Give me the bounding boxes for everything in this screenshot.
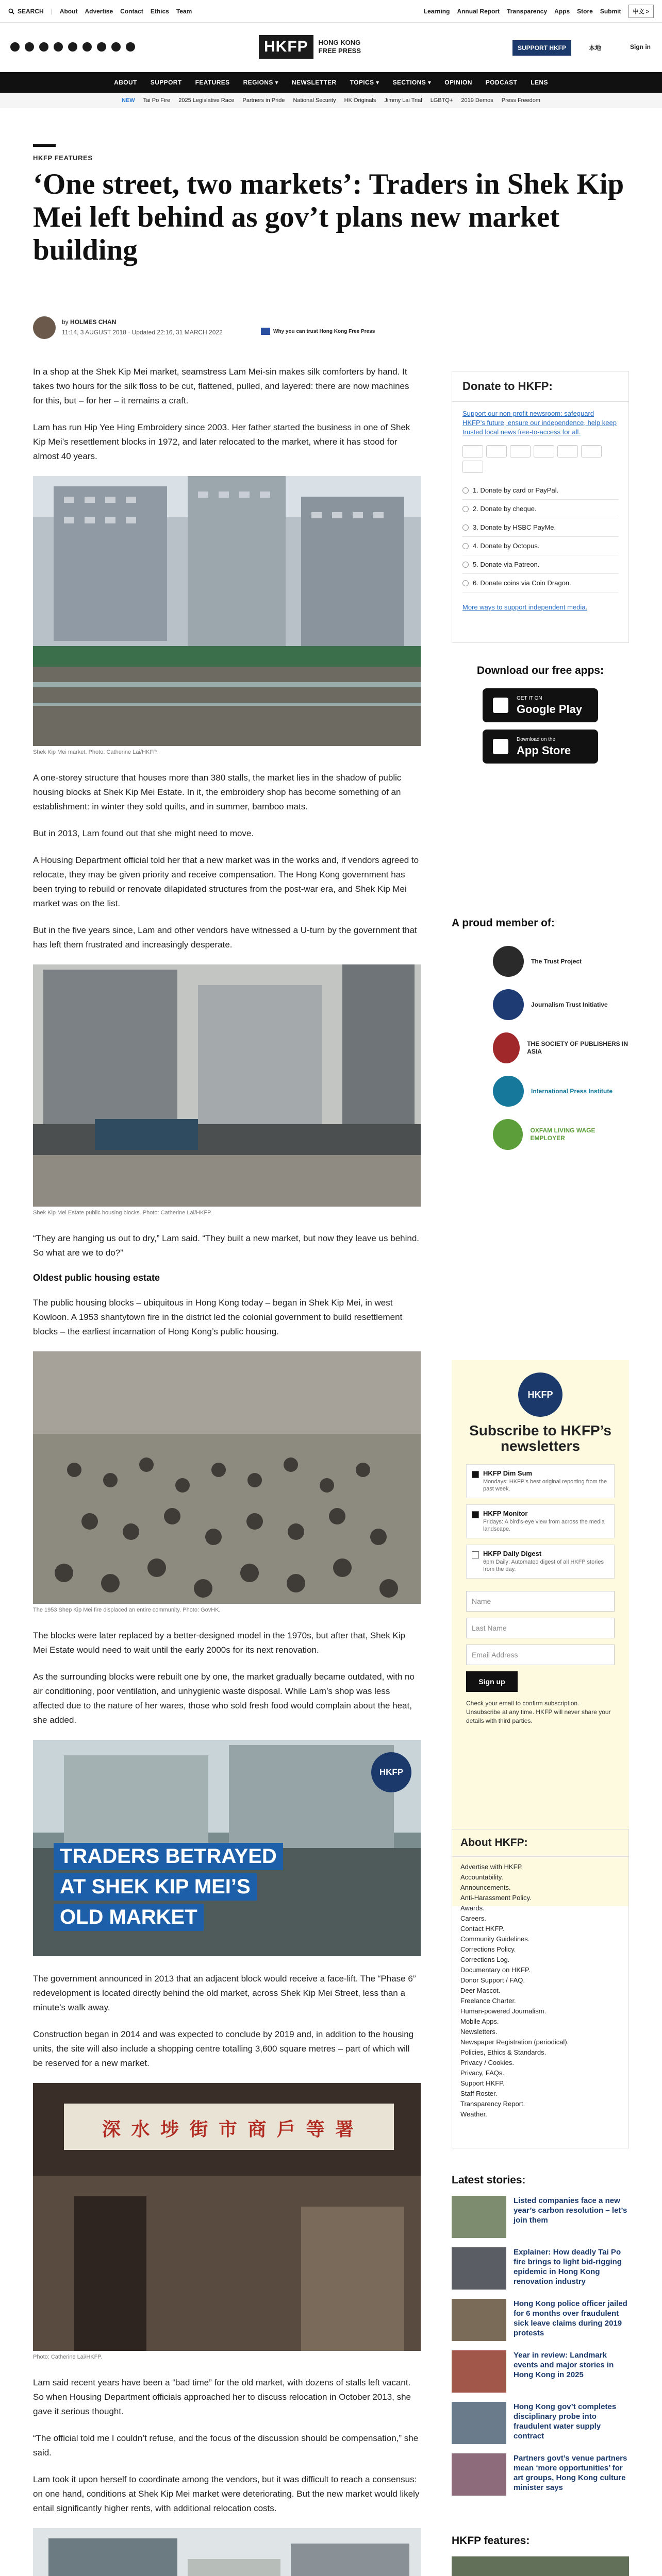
about-link[interactable]: Corrections Log.: [460, 1956, 510, 1963]
google-play-icon: [493, 698, 508, 713]
utility-links-right: [424, 0, 654, 23]
app-store-button[interactable]: [483, 730, 598, 764]
member-item[interactable]: [493, 1113, 629, 1156]
member-item[interactable]: [493, 1026, 629, 1070]
donate-option[interactable]: [462, 518, 618, 537]
about-link[interactable]: Anti-Harassment Policy.: [460, 1894, 532, 1902]
latest-item[interactable]: [452, 2453, 629, 2505]
paypal-icon: [534, 445, 554, 457]
donate-title: Donate to HKFP:: [452, 371, 628, 402]
paragraph: The public housing blocks – ubiquitous in Hong Kong today – began in Shek Kip Mei, in west Kowloon. A 1953 shantytown fire in the district led the colonial government to build resettlement blocks – the earliest incarnation of Hong Kong’s public housing.: [33, 1298, 403, 1336]
video-logo: HKFP: [371, 1752, 411, 1792]
feature-image: [452, 2556, 629, 2576]
learning-link[interactable]: Learning: [423, 8, 450, 15]
about-link[interactable]: Announcements.: [460, 1884, 511, 1891]
top-utility-bar: [0, 0, 662, 23]
about-link[interactable]: Documentary on HKFP.: [460, 1966, 531, 1974]
author-avatar: [33, 316, 56, 339]
latest-headline: Explainer: How deadly Tai Po fire brings to light bid-rigging epidemic in Hong Kong renovation industry: [514, 2248, 622, 2286]
spacer: [452, 1585, 629, 1591]
radio-icon: [462, 506, 469, 512]
trust-project-icon: [493, 946, 524, 977]
paragraph: As the surrounding blocks were rebuilt one by one, the market gradually became outdated, with no air conditioning, poor ventilation, and unhygienic waste disposal. While Lam’s shop was less affected due to the nature of her wares, those who sold fresh food would complain about the heat, she added.: [33, 1672, 415, 1725]
nav-item-features[interactable]: FEATURES: [195, 79, 230, 86]
about-link[interactable]: Advertise with HKFP.: [460, 1863, 523, 1871]
donate-option-label: 4. Donate by Octopus.: [473, 542, 540, 550]
nav-item-podcast[interactable]: PODCAST: [485, 79, 518, 86]
about-link[interactable]: Privacy, FAQs.: [460, 2069, 504, 2077]
member-label: Journalism Trust Initiative: [531, 1001, 608, 1008]
latest-thumb: [452, 2402, 506, 2444]
ipi-icon: [493, 1076, 524, 1107]
latest-item[interactable]: [452, 2299, 629, 2350]
nav-item-regions[interactable]: REGIONS ▾: [243, 79, 278, 86]
sign-in-link[interactable]: Sign in: [630, 43, 651, 50]
submit-link[interactable]: Submit: [600, 8, 621, 15]
about-link[interactable]: Contact HKFP.: [460, 1925, 505, 1933]
market-sign-text: 深 水 埗 街 市 商 戶 等 署: [102, 2119, 356, 2140]
name-input[interactable]: Name: [466, 1591, 615, 1612]
latest-thumb: [452, 2247, 506, 2290]
app-store-small: Download on the: [517, 737, 556, 742]
utility-links: [8, 0, 192, 23]
donate-option[interactable]: [462, 481, 618, 500]
about-link[interactable]: Policies, Ethics & Standards.: [460, 2048, 547, 2056]
member-label: The Trust Project: [531, 957, 582, 965]
search-label: SEARCH: [18, 8, 44, 15]
about-link[interactable]: Newsletters.: [460, 2028, 498, 2036]
article-header: [33, 144, 629, 267]
checkbox-checked-icon[interactable]: [472, 1511, 479, 1518]
latest-headline: Hong Kong police officer jailed for 6 months over fraudulent sick leave claims during 2019 protests: [514, 2299, 627, 2337]
instagram-icon[interactable]: [39, 42, 48, 52]
paragraph: Construction began in 2014 and was expected to conclude by 2019 and, in addition to the housing units, the site will also include a shopping centre totalling 3,600 square metres – part of which will be reserved for a new market.: [33, 2029, 414, 2068]
trending-item[interactable]: HK Originals: [344, 97, 376, 104]
radio-icon: [462, 543, 469, 549]
about-link[interactable]: Deer Mascot.: [460, 1987, 501, 1994]
paragraph: Lam said recent years have been a “bad time” for the old market, with dozens of stalls left vacant. So when Housing Department officials approached her to discuss relocation in October 2013, she gave it serious thought.: [33, 2378, 411, 2416]
logo-mark: HKFP: [259, 35, 313, 59]
trending-item[interactable]: Press Freedom: [501, 97, 540, 104]
about-link[interactable]: Staff Roster.: [460, 2090, 498, 2097]
whatsapp-icon[interactable]: [82, 42, 92, 52]
newsletter-option[interactable]: [466, 1504, 615, 1538]
paragraph: “They are hanging us out to dry,” Lam said. “They built a new market, but now they leave us behind. So what are we to do?”: [33, 1233, 420, 1258]
paragraph: The blocks were later replaced by a better-designed model in the 1970s, but after that, Shek Kip Mei Estate would need to wait until the early 2000s for its next renovation.: [33, 1631, 405, 1655]
more-ways-link[interactable]: More ways to support independent media.: [462, 603, 588, 611]
facebook-icon[interactable]: [10, 42, 20, 52]
language-button[interactable]: 中文 >: [628, 5, 654, 18]
trending-item[interactable]: Partners in Pride: [242, 97, 285, 104]
latest-headline: Listed companies face a new year’s carbon resolution – let’s join them: [514, 2196, 627, 2225]
transparency-link[interactable]: Transparency: [507, 8, 548, 15]
photo-1953-fire: [33, 1351, 421, 1604]
member-label: OXFAM LIVING WAGE EMPLOYER: [530, 1127, 595, 1142]
social-links: [10, 42, 135, 52]
newsletter-desc: Mondays: HKFP’s best original reporting from the past week.: [483, 1479, 607, 1492]
donate-option-label: 5. Donate via Patreon.: [473, 561, 540, 568]
latest-stories: [452, 2174, 629, 2504]
nav-item-sections[interactable]: SECTIONS ▾: [392, 79, 432, 86]
video-title-line: OLD MARKET: [54, 1904, 204, 1931]
apps-section: [452, 665, 629, 819]
photo-caption: Photo: Catherine Lai/HKFP.: [33, 2354, 103, 2360]
search-button[interactable]: [8, 8, 44, 15]
video-embed[interactable]: [33, 1740, 421, 1956]
trending-item[interactable]: 2025 Legislative Race: [178, 97, 235, 104]
store-link[interactable]: Store: [577, 8, 593, 15]
feature-card[interactable]: [452, 2556, 629, 2576]
nav-item-lens[interactable]: LENS: [531, 79, 548, 86]
donate-box: [452, 371, 629, 643]
photo-caption: The 1953 Shep Kip Mei fire displaced an entire community. Photo: GovHK.: [33, 1607, 221, 1613]
about-link[interactable]: Support HKFP.: [460, 2079, 505, 2087]
donate-intro-link[interactable]: Support our non-profit newsroom: safeguard HKFP’s future, ensure our independence, help keep trusted local news free-to-access for all.: [462, 410, 617, 436]
donate-option[interactable]: [462, 500, 618, 518]
photo-market-exterior: [33, 476, 421, 746]
about-link[interactable]: About: [59, 8, 78, 15]
trending-item[interactable]: LGBTQ+: [430, 97, 453, 104]
trending-item[interactable]: Tai Po Fire: [143, 97, 171, 104]
nav-item-topics[interactable]: TOPICS ▾: [350, 79, 379, 86]
about-link[interactable]: Accountability.: [460, 1873, 503, 1881]
rss-icon[interactable]: [126, 42, 135, 52]
photo-caption: Shek Kip Mei Estate public housing blocks. Photo: Catherine Lai/HKFP.: [33, 1210, 212, 1216]
about-link[interactable]: Donor Support / FAQ.: [460, 1976, 525, 1984]
video-title: [54, 1843, 283, 1931]
about-links: [452, 1857, 628, 2125]
new-badge: NEW: [122, 97, 135, 104]
checkbox-icon[interactable]: [472, 1551, 479, 1558]
sopa-icon: [493, 1032, 520, 1063]
annual-report-link[interactable]: Annual Report: [457, 8, 500, 15]
email-icon[interactable]: [111, 42, 121, 52]
nav-item-support[interactable]: SUPPORT: [150, 79, 182, 86]
nav-item-opinion[interactable]: OPINION: [444, 79, 472, 86]
google-play-small: GET IT ON: [517, 696, 542, 701]
latest-item[interactable]: [452, 2196, 629, 2247]
article-dates: 11:14, 3 AUGUST 2018 · Updated 22:16, 31 MARCH 2022: [62, 329, 223, 336]
about-title: About HKFP:: [452, 1829, 628, 1857]
contact-link[interactable]: Contact: [120, 8, 143, 15]
paragraph: Lam has run Hip Yee Hing Embroidery since 2003. Her father started the business in one of Shek Kip Mei’s resettlement blocks in 1972, and later relocated to the market, where it has stood for almost 40 years.: [33, 422, 410, 461]
newsletter-name: HKFP Daily Digest: [483, 1550, 542, 1557]
radio-icon: [462, 524, 469, 531]
paragraph: The government announced in 2013 that an adjacent block would receive a face-lift. The “Phase 6” redevelopment is located directly behind the old market, across Shek Kip Mei Street, less than a minute’s walk away.: [33, 1974, 416, 2012]
radio-icon: [462, 487, 469, 494]
nav-item-newsletter[interactable]: NEWSLETTER: [291, 79, 337, 86]
trending-nav: [0, 93, 662, 108]
paragraph: In a shop at the Shek Kip Mei market, seamstress Lam Mei-sin makes silk comforters by hand. It takes two hours for the silk floss to be cut, flattened, pulled, and layered: there are now machines for this, but – for her – it remains a craft.: [33, 367, 409, 405]
article-kicker[interactable]: HKFP FEATURES: [33, 154, 93, 162]
about-link[interactable]: Transparency Report.: [460, 2100, 525, 2108]
byline-prefix: by: [62, 318, 69, 326]
photo-caption: Shek Kip Mei market. Photo: Catherine Lai/HKFP.: [33, 749, 158, 755]
about-link[interactable]: Human-powered Journalism.: [460, 2007, 547, 2015]
logo-wordmark: [319, 39, 361, 55]
paragraph: A Housing Department official told her that a new market was in the works and, if vendors agreed to relocate, they may be given priority and receive compensation. The Hong Kong government has been trying to rebuild or renovate dilapidated structures from the post-war era, and Shek Kip Mei market was on the list.: [33, 855, 419, 908]
photo-housing-blocks: [33, 964, 421, 1207]
about-link[interactable]: Careers.: [460, 1914, 486, 1922]
latest-thumb: [452, 2453, 506, 2496]
latest-thumb: [452, 2299, 506, 2341]
photo-market-sign: [33, 2083, 421, 2351]
member-title: A proud member of:: [452, 917, 555, 929]
header-rule: [33, 144, 56, 147]
newsletter-box: [452, 1360, 629, 1906]
donate-body: [452, 402, 628, 619]
byline: [33, 316, 629, 342]
fps-icon: [462, 461, 483, 473]
donate-option[interactable]: [462, 555, 618, 574]
search-icon: [8, 8, 14, 14]
app-store-big: App Store: [517, 744, 571, 757]
google-play-button[interactable]: [483, 688, 598, 722]
last-name-input[interactable]: Last Name: [466, 1618, 615, 1638]
member-label: International Press Institute: [531, 1087, 613, 1095]
author-line: [62, 318, 116, 326]
donate-option-label: 3. Donate by HSBC PayMe.: [473, 523, 556, 531]
about-link[interactable]: Mobile Apps.: [460, 2018, 499, 2025]
trust-icon: [261, 328, 270, 335]
trust-link[interactable]: [261, 328, 375, 335]
logo-line-1: HONG KONG: [318, 39, 361, 46]
member-item[interactable]: [493, 983, 629, 1026]
section-subheading: Oldest public housing estate: [33, 1273, 160, 1283]
divider: |: [51, 8, 53, 15]
member-item[interactable]: [493, 1070, 629, 1113]
team-link[interactable]: Team: [176, 8, 192, 15]
apps-link[interactable]: Apps: [554, 8, 570, 15]
googlepay-icon: [581, 445, 602, 457]
about-link[interactable]: Corrections Policy.: [460, 1945, 516, 1953]
about-link[interactable]: Freelance Charter.: [460, 1997, 516, 2005]
fire-crowd-image: [33, 1351, 421, 1604]
member-label: THE SOCIETY OF PUBLISHERS IN ASIA: [527, 1040, 628, 1055]
about-link[interactable]: Privacy / Cookies.: [460, 2059, 515, 2066]
newsletter-note: Check your email to confirm subscription. Unsubscribe at any time. HKFP will never share your details with third parties.: [466, 1700, 611, 1724]
newsletter-logo: HKFP: [518, 1372, 562, 1417]
market-exterior-image: [33, 476, 421, 746]
latest-headline: Partners govt’s venue partners mean ‘more opportunities’ for art groups, Hong Kong culture minister says: [514, 2454, 627, 2492]
oxfam-icon: [493, 1119, 523, 1150]
donate-option[interactable]: [462, 537, 618, 555]
latest-title: Latest stories:: [452, 2174, 526, 2186]
radio-icon: [462, 580, 469, 586]
trending-item[interactable]: National Security: [293, 97, 336, 104]
checkbox-checked-icon[interactable]: [472, 1471, 479, 1478]
trending-item[interactable]: 2019 Demos: [461, 97, 493, 104]
paragraph: Lam took it upon herself to coordinate among the vendors, but it was difficult to reach a consensus: on one hand, conditions at Shek Kip Mei market were deteriorating. But the new market would likely entail significantly higher rents, with additional relocation costs.: [33, 2475, 420, 2513]
about-box: [452, 1829, 629, 2148]
newsletter-title: Subscribe to HKFP’s newsletters: [469, 1422, 611, 1454]
site-logo[interactable]: [259, 35, 361, 59]
threads-icon[interactable]: [54, 42, 63, 52]
support-hkfp-button[interactable]: SUPPORT HKFP: [512, 40, 571, 56]
paragraph: “The official told me I couldn’t refuse, and the focus of the discussion should be compensation,” she said.: [33, 2433, 419, 2458]
paragraph: But in 2013, Lam found out that she might need to move.: [33, 828, 254, 838]
article-headline: ‘One street, two markets’: Traders in Shek Kip Mei left behind as gov’t plans new market building: [33, 168, 624, 266]
trending-item[interactable]: Jimmy Lai Trial: [384, 97, 422, 104]
apps-title: Download our free apps:: [476, 665, 604, 676]
brand-header: [0, 23, 662, 72]
donate-option-label: 2. Donate by cheque.: [473, 505, 537, 513]
newsletter-name: HKFP Dim Sum: [483, 1469, 533, 1477]
amex-icon: [510, 445, 531, 457]
about-link[interactable]: Awards.: [460, 1904, 485, 1912]
main-nav: [0, 72, 662, 93]
telegram-icon[interactable]: [97, 42, 106, 52]
latest-headline: Year in review: Landmark events and major stories in Hong Kong in 2025: [514, 2351, 614, 2379]
paragraph: A one-storey structure that houses more than 380 stalls, the market lies in the shadow of public housing blocks at Shek Kip Mei Estate. In it, the embroidery shop has become something of an establishment: in winter they sold quilts, and in summer, bamboo mats.: [33, 773, 402, 811]
features-section: [452, 2535, 629, 2576]
latest-item[interactable]: [452, 2402, 629, 2453]
author-name[interactable]: HOLMES CHAN: [70, 318, 117, 326]
x-icon[interactable]: [25, 42, 34, 52]
latest-thumb: [452, 2350, 506, 2393]
donate-option-label: 1. Donate by card or PayPal.: [473, 486, 559, 494]
trust-label: Why you can trust Hong Kong Free Press: [273, 328, 375, 334]
mastercard-icon: [462, 445, 483, 457]
advertise-link[interactable]: Advertise: [85, 8, 113, 15]
email-input[interactable]: Email Address: [466, 1645, 615, 1665]
nav-item-about[interactable]: ABOUT: [114, 79, 137, 86]
photo-phase6: [33, 2528, 421, 2576]
logo-line-2: FREE PRESS: [318, 47, 361, 55]
newsletter-option[interactable]: [466, 1545, 615, 1579]
donate-option[interactable]: [462, 574, 618, 592]
payment-icons: [462, 445, 618, 473]
donate-option-label: 6. Donate coins via Coin Dragon.: [473, 579, 571, 587]
member-item[interactable]: [493, 940, 629, 983]
newsletter-name: HKFP Monitor: [483, 1510, 528, 1517]
about-link[interactable]: Newspaper Registration (periodical).: [460, 2038, 569, 2046]
latest-item[interactable]: [452, 2350, 629, 2402]
jti-icon: [493, 989, 524, 1020]
phase6-street-image: [33, 2528, 421, 2576]
latest-headline: Hong Kong gov’t completes disciplinary probe into fraudulent water supply contract: [514, 2402, 617, 2441]
member-list: [452, 940, 629, 1156]
features-title: HKFP features:: [452, 2535, 530, 2547]
video-title-line: TRADERS BETRAYED: [54, 1843, 283, 1870]
about-link[interactable]: Community Guidelines.: [460, 1935, 530, 1943]
video-title-line: AT SHEK KIP MEI’S: [54, 1873, 257, 1901]
radio-icon: [462, 562, 469, 568]
visa-icon: [486, 445, 507, 457]
chinese-site-link[interactable]: 本地: [588, 44, 601, 52]
signup-button[interactable]: Sign up: [466, 1671, 518, 1692]
google-play-big: Google Play: [517, 703, 583, 716]
article-body: [33, 365, 421, 2576]
latest-item[interactable]: [452, 2247, 629, 2299]
latest-thumb: [452, 2196, 506, 2238]
youtube-icon[interactable]: [68, 42, 77, 52]
applepay-icon: [557, 445, 578, 457]
newsletter-desc: 6pm Daily: Automated digest of all HKFP stories from the day.: [483, 1559, 604, 1572]
newsletter-desc: Fridays: A bird’s-eye view from across the media landscape.: [483, 1519, 605, 1532]
about-link[interactable]: Weather.: [460, 2110, 487, 2118]
newsletter-option[interactable]: [466, 1464, 615, 1498]
housing-blocks-image: [33, 964, 421, 1207]
paragraph: But in the five years since, Lam and other vendors have witnessed a U-turn by the government that has left them frustrated and increasingly desperate.: [33, 925, 417, 950]
member-section: [452, 917, 629, 1206]
ethics-link[interactable]: Ethics: [150, 8, 169, 15]
apple-icon: [493, 739, 508, 754]
